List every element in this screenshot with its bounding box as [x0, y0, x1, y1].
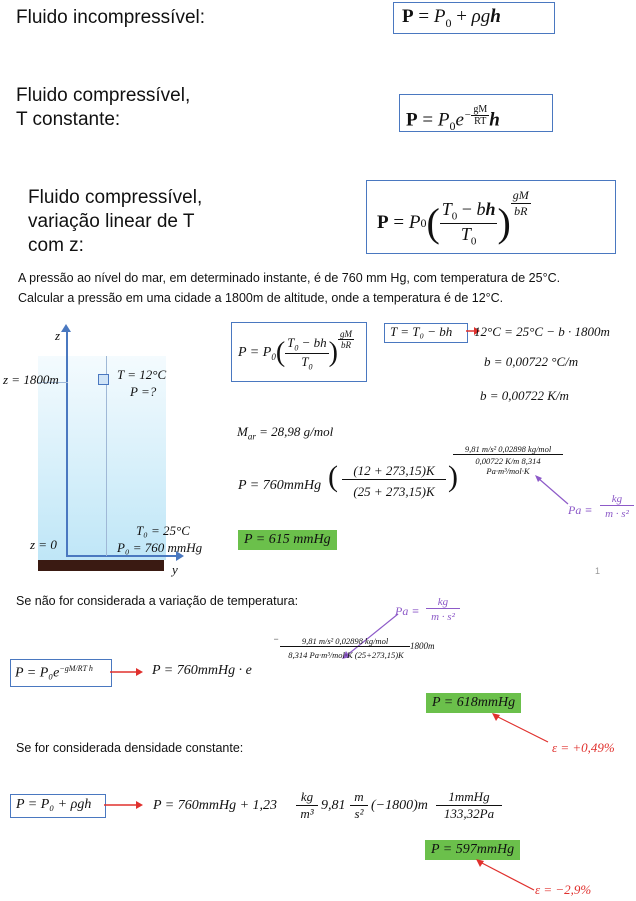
guide-line	[106, 356, 107, 556]
paren-open: (	[328, 460, 338, 493]
molar-mass-air	[237, 424, 333, 442]
t-formula: T = T₀ − bh	[390, 324, 453, 339]
header-line: variação linear de T	[28, 211, 195, 232]
exponent-denominator: 0,00722 K/m 8,314 Pa·m³/mol·K	[475, 456, 541, 476]
exponent-numerator: 9,81 m/s² 0,02898 kg/mol	[453, 444, 563, 455]
formula-box-linear-small	[231, 322, 367, 382]
z-axis-line	[66, 330, 68, 556]
unit-m3: m³	[300, 806, 314, 821]
unit-kg: kg	[296, 789, 318, 806]
section3-title: Se for considerada densidade constante:	[16, 741, 244, 755]
b-value-kelvin: b = 0,00722 K/m	[480, 388, 569, 403]
molar-mass-symbol: M	[237, 424, 248, 439]
result-618: P = 618mmHg	[426, 693, 521, 713]
formula-box-linear-t	[366, 180, 616, 254]
pa-definition-2: Pa ≡	[395, 604, 420, 618]
height-value: (−1800)m	[371, 798, 428, 813]
problem-line-2: Calcular a pressão em uma cidade a 1800m de altitude, onde a temperatura é de 12°C.	[18, 291, 504, 305]
pa-unit-numerator-2: kg	[426, 596, 460, 609]
section2-title: Se não for considerada a variação de temperatura:	[16, 594, 299, 608]
z-axis-arrow-icon	[61, 324, 71, 332]
y-axis-label: y	[172, 562, 178, 577]
error-049: ε = +0,49%	[552, 740, 615, 755]
exp-height: 1800m	[410, 641, 435, 651]
result-597: P = 597mmHg	[425, 840, 520, 860]
header-line: Fluido compressível,	[16, 85, 191, 106]
exp-minus: −	[273, 634, 280, 644]
arrow-icon	[110, 667, 144, 677]
pa-unit-denominator-2: m · s²	[431, 611, 455, 623]
error-pointer-arrow-icon	[474, 858, 536, 892]
fraction-numerator: (12 + 273,15)K	[342, 463, 446, 480]
pa-definition: Pa ≡	[568, 503, 593, 517]
formula-t-const: $P = P_0e^{- \frac{gM}{RT}}$ h	[406, 104, 500, 134]
formula-exp	[15, 664, 93, 682]
exp-denominator-2: 8,314 Pa·m³/mol·K (25+273,15)K	[288, 650, 404, 660]
formula-box-density	[10, 794, 106, 818]
formula-linear-small: $P = P_0$ ( $\frac{T_0 - bh}{T_0}$ ) $\frac{gM}{bR}$	[238, 328, 352, 372]
header-compressible-t-const	[16, 84, 190, 132]
z-axis-label: z	[55, 328, 61, 343]
molar-mass-subscript: ar	[247, 431, 256, 442]
p0-label: P₀ = 760 mmHg	[117, 540, 203, 555]
formula-exp-base: P = P₀e	[15, 665, 60, 681]
air-parcel-cube-icon	[98, 374, 109, 385]
formula-box-exp	[10, 659, 112, 687]
formula-exp-power: −gM/RT h	[59, 664, 93, 673]
t-substitution: 12°C = 25°C − b · 1800m	[474, 324, 610, 339]
arrow-icon	[104, 800, 144, 810]
z-top-label: z = 1800m	[3, 372, 59, 387]
unit-s2: s²	[354, 806, 364, 821]
fraction-denominator: (25 + 273,15)K	[353, 484, 435, 499]
paren-close: )	[448, 460, 458, 493]
pa-unit-numerator: kg	[600, 493, 634, 506]
header-line: Fluido compressível,	[28, 187, 203, 208]
density-expression: P = 760mmHg + 1,23	[153, 798, 278, 813]
header-line: com z:	[28, 235, 84, 256]
gravity-value: 9,81	[321, 798, 346, 813]
header-incompressible: Fluido incompressível:	[16, 7, 206, 28]
error-pointer-arrow-icon	[490, 712, 550, 744]
formula-density: P = P₀ + ρgh	[16, 797, 92, 812]
pa-pointer-arrow-icon	[534, 474, 570, 506]
problem-line-1: A pressão ao nível do mar, em determinado instante, é de 760 mm Hg, com temperatura de 25°C.	[18, 271, 561, 285]
ground	[38, 560, 164, 571]
unit-m: m	[350, 789, 368, 806]
result-615: P = 615 mmHg	[238, 530, 337, 550]
molar-mass-value: = 28,98 g/mol	[255, 424, 334, 439]
page-number: 1	[595, 566, 601, 576]
z-zero-label: z = 0	[30, 537, 57, 552]
p-lhs: P = 760mmHg	[238, 478, 322, 493]
exp-numerator-2: 9,81 m/s² 0,02898 kg/mol	[280, 636, 410, 647]
header-compressible-linear-t	[28, 186, 202, 258]
t-top-label: T = 12°C	[117, 367, 167, 382]
unit-mmhg: 1mmHg	[436, 789, 502, 806]
exp-expression: P = 760mmHg · e	[152, 663, 252, 678]
formula-linear-t: P = P 0 ( $\frac{T_0 - bh}{T_0}$ ) $\frac{gM}{bR}$	[377, 187, 529, 248]
b-value-celsius: b = 0,00722 °C/m	[484, 354, 579, 369]
unit-pa: 133,32Pa	[443, 806, 495, 821]
t0-label: T₀ = 25°C	[136, 523, 190, 538]
formula-box-t-const	[399, 94, 553, 132]
error-29: ε = −2,9%	[535, 882, 592, 897]
formula-box-incompressible	[393, 2, 555, 34]
p-top-label: P =?	[130, 384, 157, 399]
pa-unit-denominator: m · s²	[605, 508, 629, 520]
formula-incompressible: $P = P_0 + \rho gh$	[402, 6, 501, 30]
header-line: T constante:	[16, 109, 121, 130]
formula-box-t	[384, 323, 468, 343]
